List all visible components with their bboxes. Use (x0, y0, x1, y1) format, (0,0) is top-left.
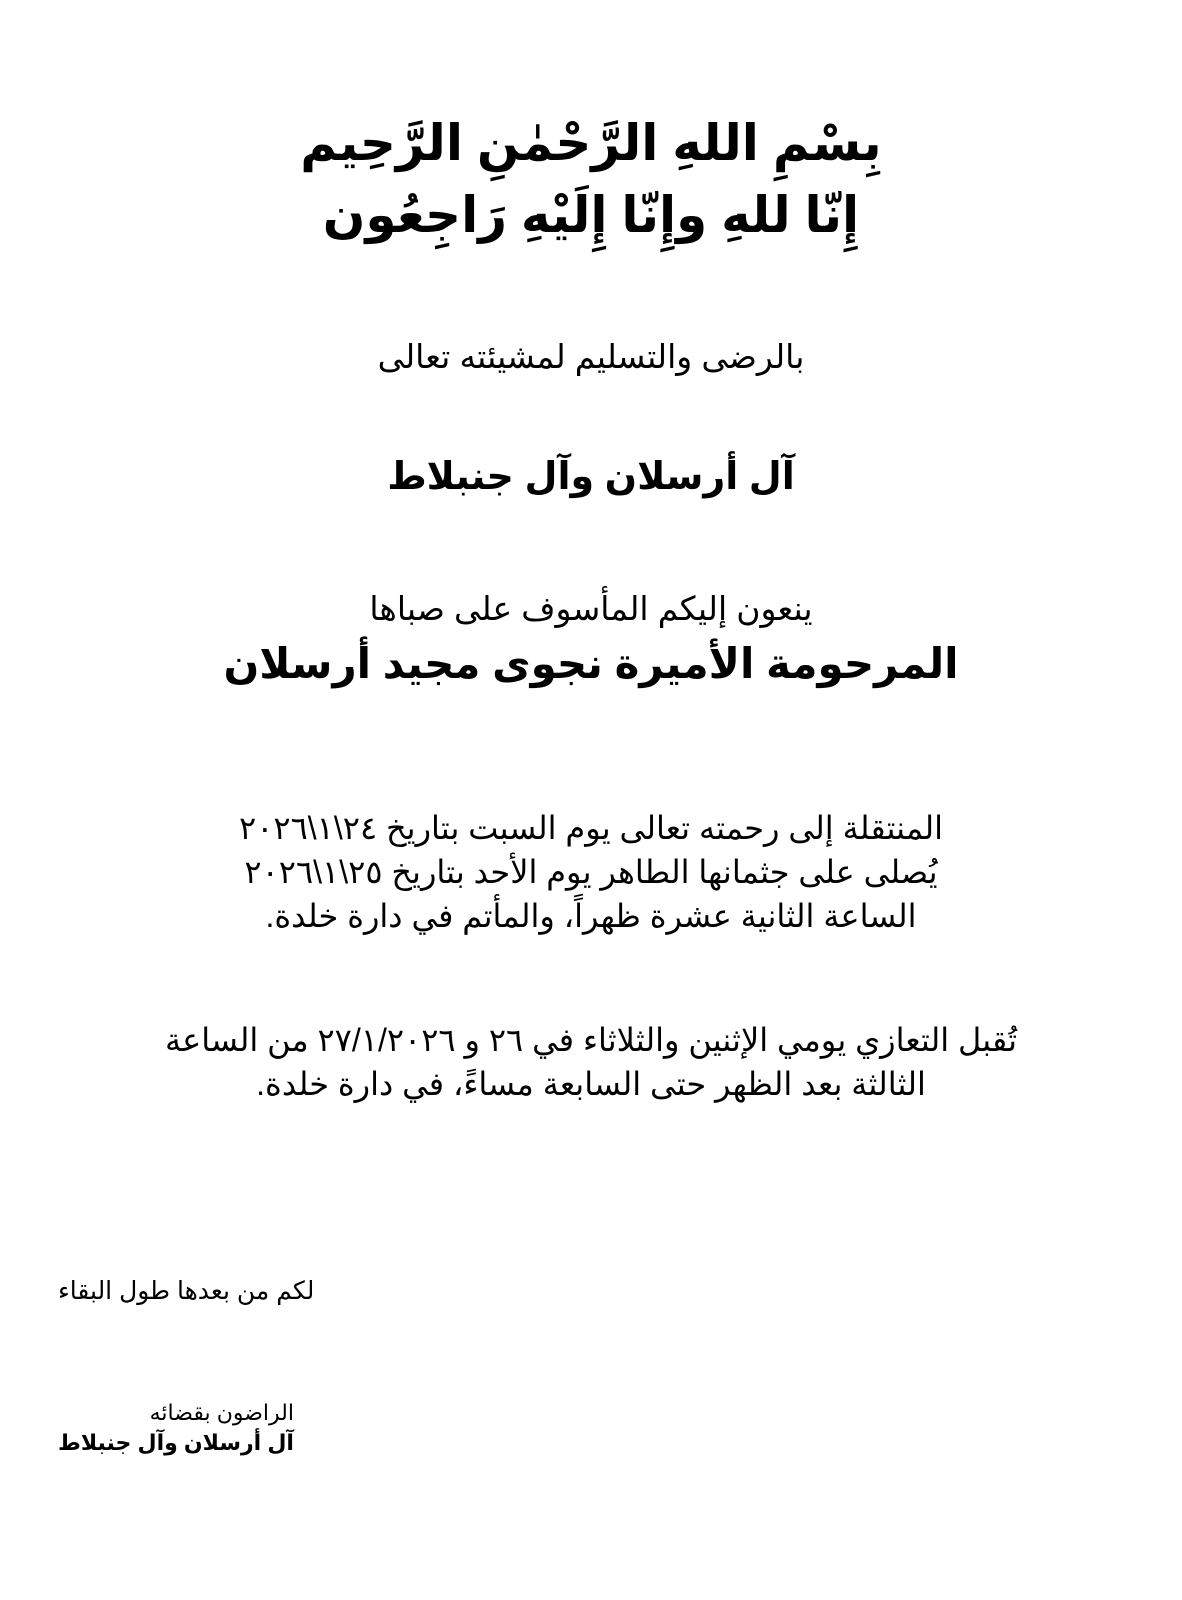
basmala-heading: بِسْمِ اللهِ الرَّحْمٰنِ الرَّحِيم (300, 115, 882, 171)
istirja-heading: إِنّا للهِ وإِنّا إِلَيْهِ رَاجِعُون (322, 187, 860, 243)
deceased-name: المرحومة الأميرة نجوى مجيد أرسلان (223, 640, 959, 687)
signed-intro: الراضون بقضائه (149, 1400, 294, 1425)
families-heading: آل أرسلان وآل جنبلاط (387, 456, 795, 498)
prayer-date-line: يُصلى على جثمانها الطاهر يوم الأحد بتاريخ ٢٥\١\٢٠٢٦ (244, 854, 938, 890)
death-date-line: المنتقلة إلى رحمته تعالى يوم السبت بتاريخ ٢٤\١\٢٠٢٦ (239, 810, 943, 846)
condolences-line-2: الثالثة بعد الظهر حتى السابعة مساءً، في دارة خلدة. (256, 1066, 926, 1102)
closing-wish: لكم من بعدها طول البقاء (58, 1277, 315, 1305)
funeral-details (0, 806, 1182, 938)
signature-block (58, 1398, 294, 1458)
time-place-line: الساعة الثانية عشرة ظهراً، والمأتم في دارة خلدة. (265, 898, 917, 934)
announcement-intro: ينعون إليكم المأسوف على صباها (369, 590, 813, 627)
condolences-block (0, 1018, 1182, 1106)
condolences-line-1: تُقبل التعازي يومي الإثنين والثلاثاء في ٢٦ و ٢٧/١/٢٠٢٦ من الساعة (165, 1022, 1017, 1058)
acceptance-line: بالرضى والتسليم لمشيئته تعالى (377, 338, 805, 375)
signed-families: آل أرسلان وآل جنبلاط (58, 1430, 294, 1455)
